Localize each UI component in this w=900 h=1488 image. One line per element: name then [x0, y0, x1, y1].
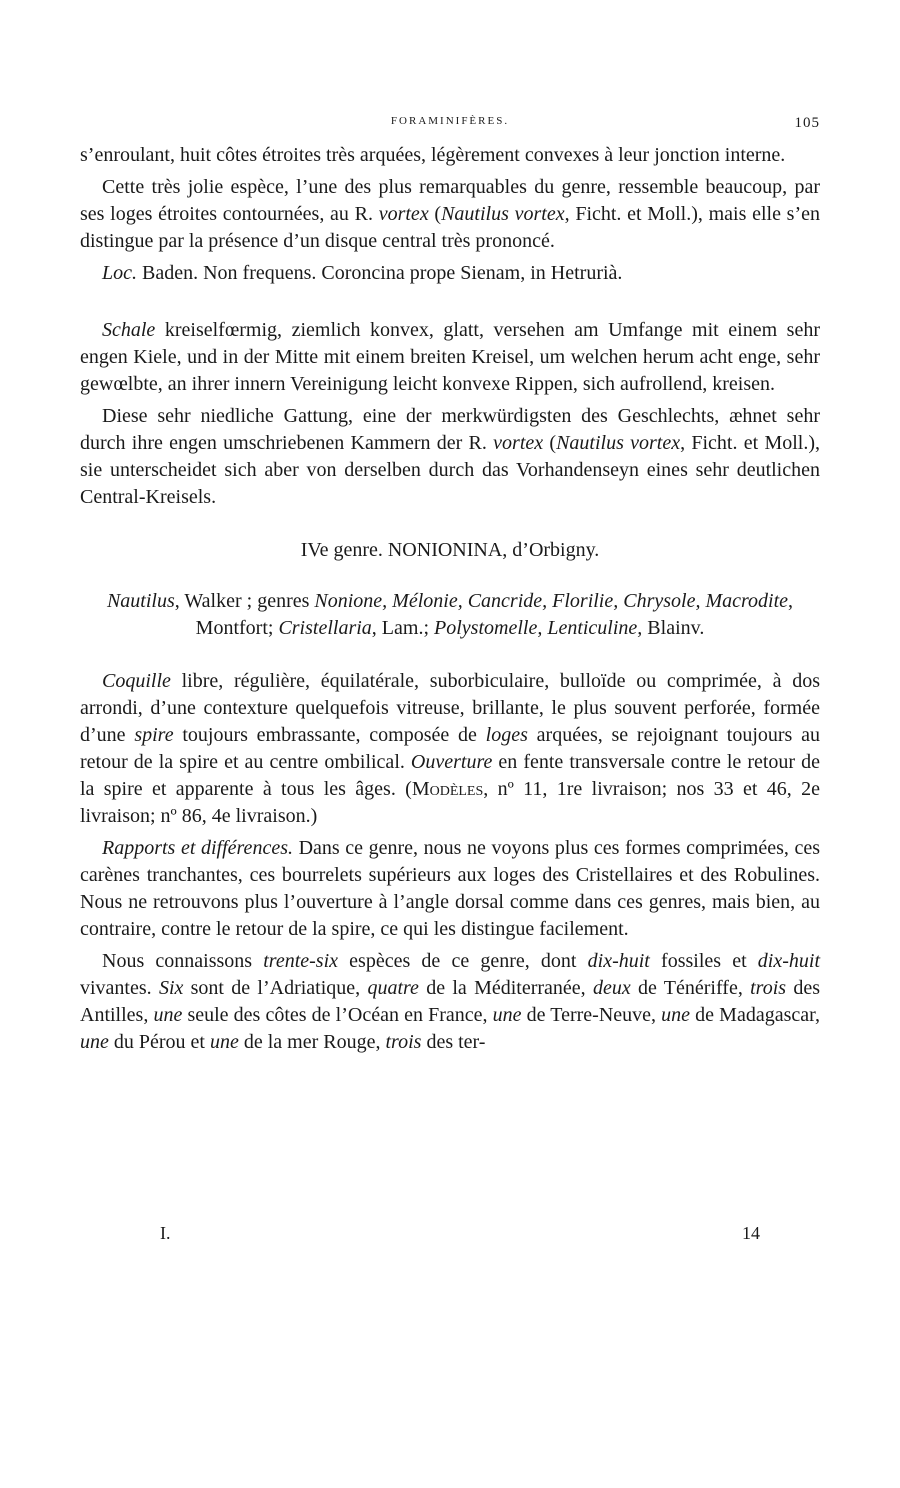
- paragraph-relations: Rapports et différences. Dans ce genre, nous ne voyons plus ces formes comprimées, ces carènes tranchantes, ces bourrelets supérieurs aux loges des Cristellaires et des Robulines. Nous ne retrouvons plus l’ouverture à l’angle dorsal comme dans ces genres, mais bien, au contraire, contre le retour de la spire, ce qui les distingue facilement.: [80, 837, 820, 940]
- paragraph-genus-description: Coquille libre, régulière, équilatérale, suborbiculaire, bulloïde ou comprimée, à dos arrondi, d’une contexture quelquefois vitreuse, brillante, le plus souvent perforée, formée d’une spire toujours embrassante, composée de loges arquées, se rejoignant toujours au retour de la spire et au centre ombilical. Ouverture en fente transversale contre le retour de la spire et apparente à tous les âges. (Modèles, nº 11, 1re livraison; nos 33 et 46, 2e livraison; nº 86, 4e livraison.): [80, 670, 820, 827]
- paragraph-comparison: Cette très jolie espèce, l’une des plus remarquables du genre, ressemble beaucoup, par ses loges étroites contournées, au R. vortex (Nautilus vortex, Ficht. et Moll.), mais elle s’en distingue par la présence d’un disque central très prononcé.: [80, 176, 820, 252]
- page-number: 105: [794, 115, 820, 131]
- genus-heading: IVe genre. NONIONINA, d’Orbigny.: [300, 539, 600, 561]
- paragraph-species-count: Nous connaissons trente-six espèces de ce genre, dont dix-huit fossiles et dix-huit vivantes. Six sont de l’Adriatique, quatre de la Méditerranée, deux de Ténériffe, trois des Antilles, une seule des côtes de l’Océan en France, une de Terre-Neuve, une de Madagascar, une du Pérou et une de la mer Rouge, trois des ter-: [80, 950, 821, 1053]
- gathering-number: 14: [742, 1223, 760, 1243]
- running-head: [80, 115, 820, 135]
- synonymy: Nautilus, Walker ; genres Nonione, Mélonie, Cancride, Florilie, Chrysole, Macrodite, Montfort; Cristellaria, Lam.; Polystomelle, Lenticuline, Blainv.: [106, 590, 794, 639]
- page-footer: [160, 1223, 760, 1247]
- running-title: FORAMINIFÈRES.: [390, 115, 510, 127]
- signature-mark: I.: [160, 1223, 171, 1243]
- paragraph-german-comparison: Diese sehr niedliche Gattung, eine der merkwürdigsten des Geschlechts, æhnet sehr durch ihre engen umschriebenen Kammern der R. vortex (Nautilus vortex, Ficht. et Moll.), sie unterscheidet sich aber von derselben durch das Vorhandenseyn eines sehr deutlichen Central-Kreisels.: [80, 405, 821, 508]
- paragraph-german-description: Schale kreiselfœrmig, ziemlich konvex, glatt, versehen am Umfange mit einem sehr engen Kiele, und in der Mitte mit einem breiten Kreisel, um welchen herum acht enge, sehr gewœlbte, an ihrer innern Vereinigung leicht konvexe Rippen, sich aufrollend, kreisen.: [80, 319, 820, 395]
- paragraph-continuation: s’enroulant, huit côtes étroites très arquées, légèrement convexes à leur jonction interne.: [80, 144, 786, 166]
- main-text: [80, 142, 820, 1056]
- paragraph-locality: Loc. Baden. Non frequens. Coroncina prope Sienam, in Hetrurià.: [102, 262, 623, 284]
